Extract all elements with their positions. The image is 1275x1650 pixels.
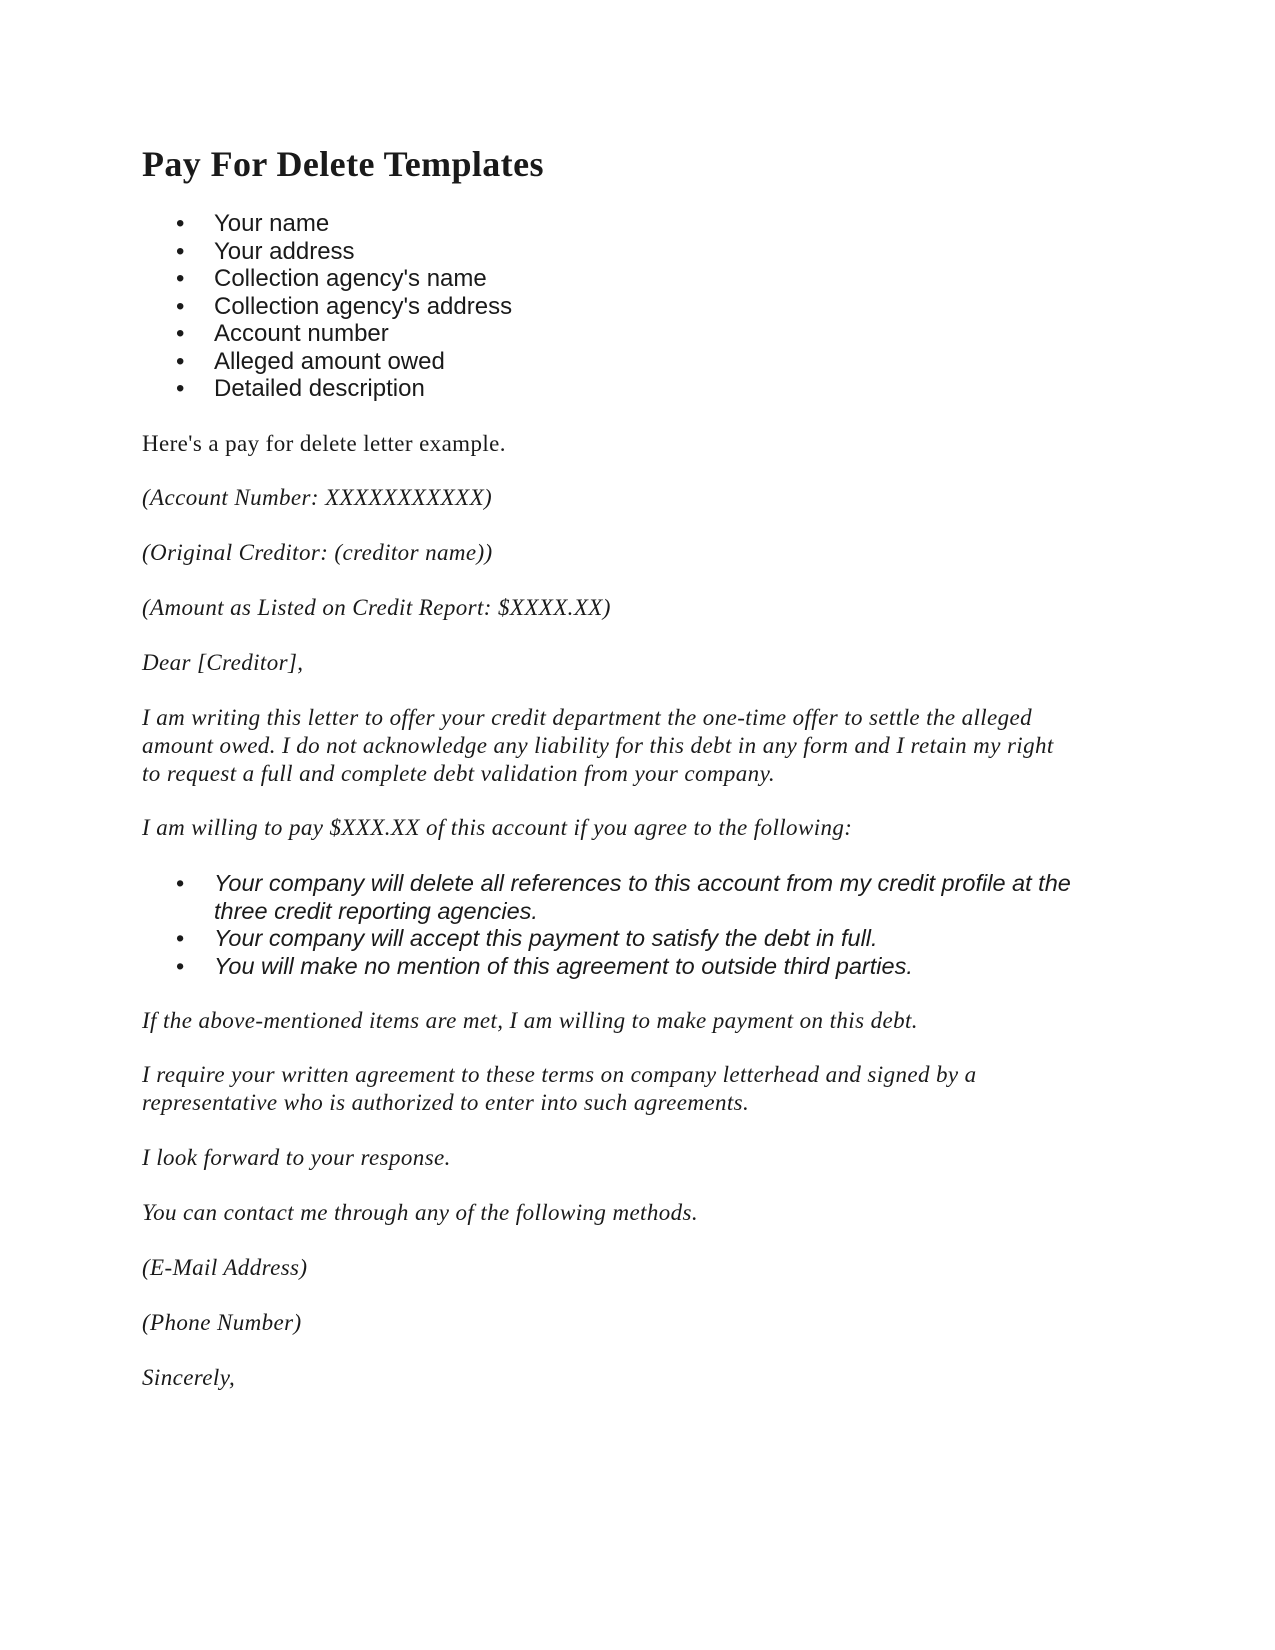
phone-line: (Phone Number) — [142, 1310, 302, 1335]
list-item: • Account number — [142, 320, 512, 348]
amount-line: (Amount as Listed on Credit Report: $XXXX.XX) — [142, 595, 611, 620]
list-item: • Your name — [142, 210, 512, 238]
list-item: • You will make no mention of this agreement to outside third parties. — [142, 953, 1072, 981]
list-item: • Your company will accept this payment to satisfy the debt in full. — [142, 925, 1072, 953]
list-item: • Collection agency's address — [142, 293, 512, 321]
list-item: • Alleged amount owed — [142, 348, 512, 376]
required-fields-list — [142, 210, 512, 403]
intro-text: Here's a pay for delete letter example. — [142, 431, 506, 456]
original-creditor-line: (Original Creditor: (creditor name)) — [142, 540, 493, 565]
offer-paragraph: I am writing this letter to offer your credit department the one-time offer to settle the alleged amount owed. I do not acknowledge any liability for this debt in any form and I retain my right to request a full and complete debt validation from your company. — [142, 705, 1054, 786]
look-forward-paragraph: I look forward to your response. — [142, 1145, 451, 1170]
list-item: • Collection agency's name — [142, 265, 512, 293]
contact-methods-paragraph: You can contact me through any of the following methods. — [142, 1200, 699, 1225]
written-agreement-paragraph: I require your written agreement to these terms on company letterhead and signed by a representative who is authorized to enter into such agreements. — [142, 1062, 977, 1115]
list-item: • Your address — [142, 238, 512, 266]
terms-list — [142, 870, 1072, 980]
salutation: Dear [Creditor], — [142, 650, 304, 675]
email-line: (E-Mail Address) — [142, 1255, 308, 1280]
account-number-line: (Account Number: XXXXXXXXXXX) — [142, 485, 493, 510]
page-title: Pay For Delete Templates — [142, 144, 544, 184]
list-item: • Detailed description — [142, 375, 512, 403]
list-item: • Your company will delete all references to this account from my credit profile at the three credit reporting agencies. — [142, 870, 1072, 925]
willing-paragraph: I am willing to pay $XXX.XX of this account if you agree to the following: — [142, 815, 853, 840]
closing: Sincerely, — [142, 1365, 236, 1390]
conditions-met-paragraph: If the above-mentioned items are met, I am willing to make payment on this debt. — [142, 1008, 918, 1033]
